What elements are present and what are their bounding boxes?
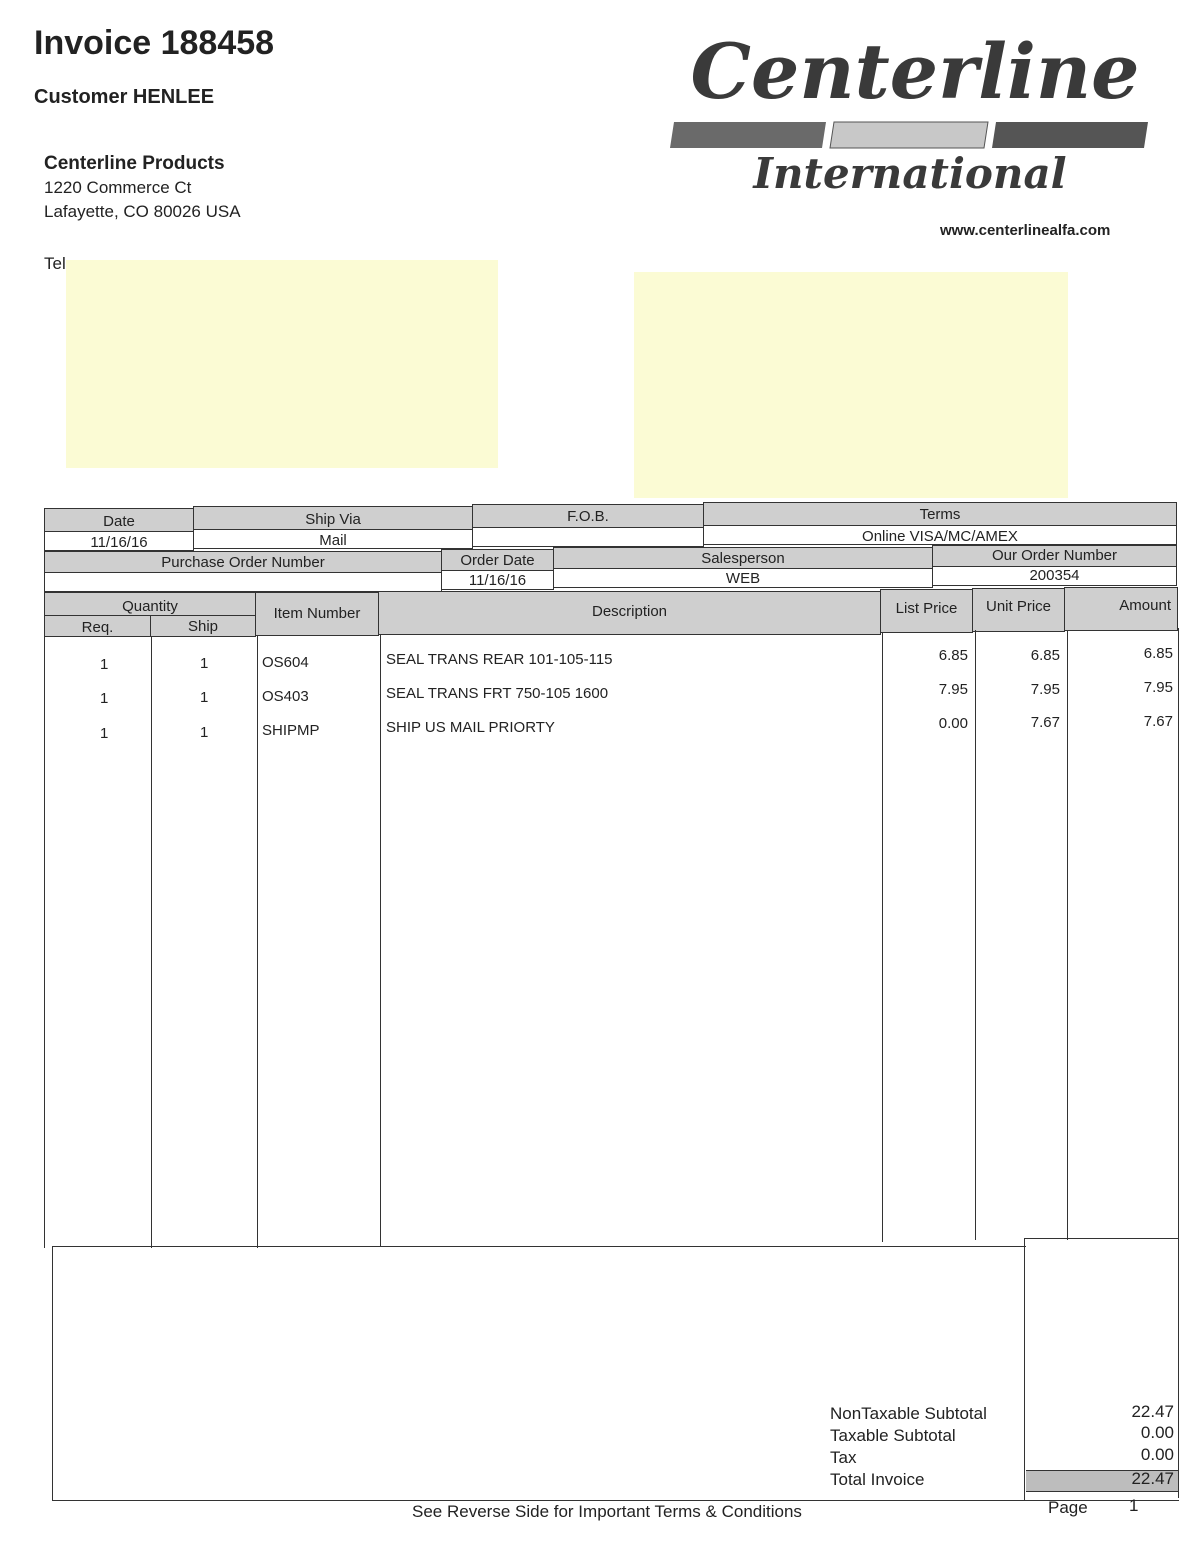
date-value: 11/16/16 [44,531,194,551]
ship-via-label: Ship Via [193,506,473,530]
nontaxable-subtotal-label: NonTaxable Subtotal [830,1404,987,1423]
amount-cell: 6.85 [1143,645,1173,662]
redaction-note-right [634,272,1068,498]
list-price-cell: 7.95 [938,681,968,698]
unit-price-cell: 7.95 [1030,681,1060,698]
unit-price-label: Unit Price [972,588,1065,632]
description-cell: SEAL TRANS FRT 750-105 1600 [386,685,609,702]
logo-subtitle: International [753,149,1067,196]
column-rule [380,634,381,1246]
logo-stripe-2 [830,122,988,148]
order-date-value: 11/16/16 [441,570,554,590]
req-cell: 1 [100,690,109,707]
terms-label: Terms [703,502,1177,526]
amount-cell: 7.67 [1143,713,1173,730]
ship-via-value: Mail [193,529,473,549]
description-label: Description [378,591,881,635]
our-order-label: Our Order Number [932,545,1177,567]
address-line-2: Lafayette, CO 80026 USA [44,202,241,221]
fob-label: F.O.B. [472,504,704,528]
ship-cell: 1 [200,724,209,741]
company-name: Centerline Products [44,153,225,174]
list-price-cell: 0.00 [938,715,968,732]
logo-stripe-1 [670,122,826,148]
ship-cell: 1 [200,689,209,706]
item-number-label: Item Number [255,592,379,636]
item-number-cell: OS604 [262,654,309,671]
address-line-1: 1220 Commerce Ct [44,178,192,197]
item-number-cell: SHIPMP [262,722,320,739]
column-rule [257,636,258,1248]
company-address [44,152,241,224]
item-number-cell: OS403 [262,688,309,705]
totals-left-rule [52,1246,53,1500]
req-cell: 1 [100,656,109,673]
amount-label: Amount [1064,587,1178,631]
website-url: www.centerlinealfa.com [940,222,1111,239]
tel-label: Tel [44,254,66,273]
redaction-note-left [66,260,498,468]
description-cell: SEAL TRANS REAR 101-105-115 [386,651,613,668]
fob-value [472,527,704,547]
tax-value: 0.00 [1140,1445,1174,1464]
req-cell: 1 [100,725,109,742]
unit-price-cell: 7.67 [1030,714,1060,731]
salesperson-label: Salesperson [553,547,933,569]
unit-price-cell: 6.85 [1030,647,1060,664]
description-cell: SHIP US MAIL PRIORTY [386,719,555,736]
salesperson-value: WEB [553,568,933,588]
ship-cell: 1 [200,655,209,672]
nontaxable-subtotal-value: 22.47 [1131,1402,1174,1421]
page-label: Page [1048,1498,1088,1517]
terms-note: See Reverse Side for Important Terms & Conditions [412,1502,802,1521]
centerline-logo [660,26,1170,196]
totals-bottom-rule [52,1500,1179,1501]
total-invoice-label: Total Invoice [830,1470,925,1489]
totals-top-rule [1024,1238,1179,1239]
req-label: Req. [44,615,151,637]
column-rule [975,630,976,1240]
page-number: 1 [1129,1496,1139,1515]
column-rule [44,636,45,1248]
terms-value: Online VISA/MC/AMEX [703,525,1177,545]
customer-line: Customer HENLEE [34,86,215,108]
logo-stripe-3 [992,122,1148,148]
column-rule [1178,628,1179,1498]
ship-label: Ship [150,615,256,637]
list-price-label: List Price [880,589,973,633]
our-order-value: 200354 [932,566,1177,586]
amount-cell: 7.95 [1143,679,1173,696]
po-value [44,572,442,592]
taxable-subtotal-label: Taxable Subtotal [830,1426,956,1445]
tax-label: Tax [830,1448,857,1467]
logo-wordmark: Centerline [690,27,1140,116]
invoice-title: Invoice 188458 [34,24,275,62]
column-rule [882,632,883,1242]
total-invoice-value: 22.47 [1131,1469,1174,1488]
date-label: Date [44,508,194,532]
list-price-cell: 6.85 [938,647,968,664]
column-rule [151,636,152,1248]
quantity-label: Quantity [44,592,256,616]
taxable-subtotal-value: 0.00 [1140,1423,1174,1442]
table-bottom-rule [52,1246,1026,1247]
column-rule [1067,630,1068,1240]
order-date-label: Order Date [441,549,554,571]
po-label: Purchase Order Number [44,551,442,573]
